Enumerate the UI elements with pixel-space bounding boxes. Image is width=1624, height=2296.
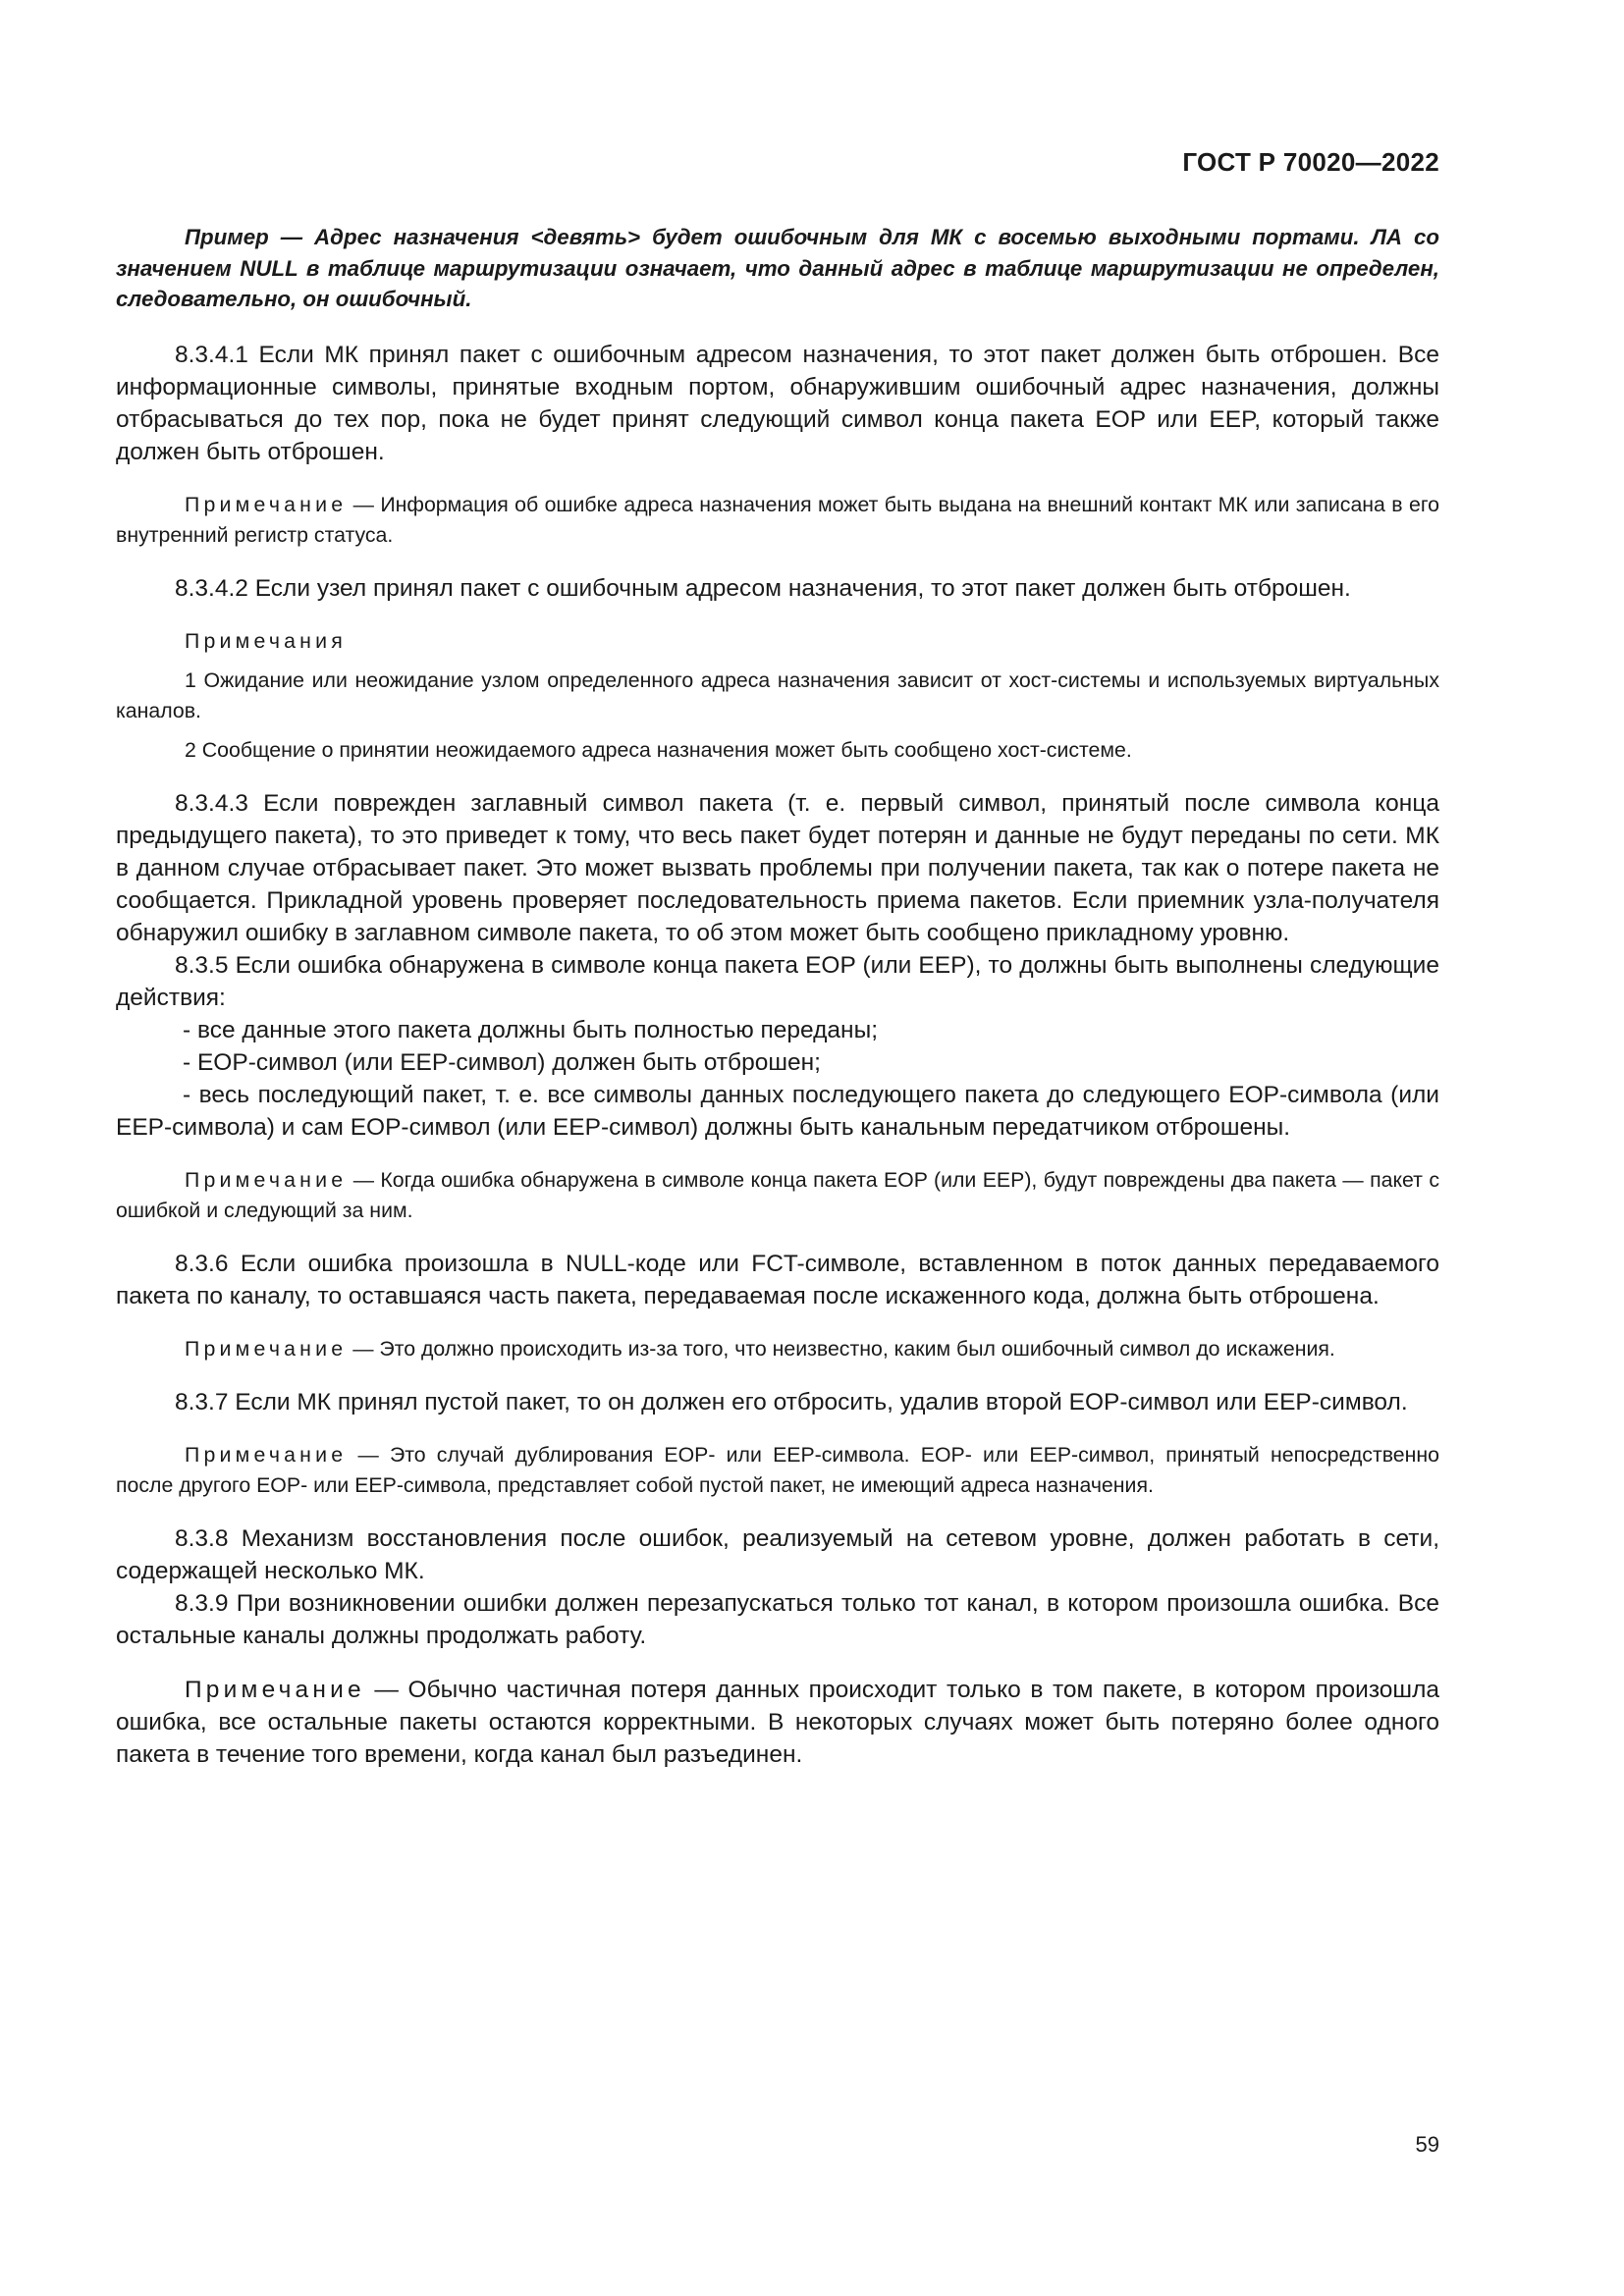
clause-8-3-5-item-2: - EOP-символ (или EEP-символ) должен быть отброшен;	[183, 1048, 821, 1076]
note-label: Примечание	[185, 492, 348, 516]
note-label: Примечание	[185, 1336, 348, 1361]
clause-8-3-7: 8.3.7 Если МК принял пустой пакет, то он должен его отбросить, удалив второй EOP-символ или EEP-символ.	[175, 1388, 1408, 1415]
note-text: — Когда ошибка обнаружена в символе конца пакета EOP (или EEP), будут повреждены два пакета — пакет с ошибкой и следующий за ним.	[116, 1167, 1439, 1222]
note-text: — Обычно частичная потеря данных происходит только в том пакете, в котором произошла ошибка, все остальные пакеты остаются корректными. В некоторых случаях может быть потеряно более одного пакета в течение того времени, когда канал был разъединен.	[116, 1676, 1439, 1768]
note-8-3-9	[116, 1674, 1439, 1771]
clause-8-3-5-item-1: - все данные этого пакета должны быть полностью переданы;	[183, 1016, 878, 1043]
note-text: — Это случай дублирования EOP- или EEP-символа. EOP- или EEP-символ, принятый непосредственно после другого EOP- или EEP-символа, представляет собой пустой пакет, не имеющий адреса назначения.	[116, 1442, 1439, 1497]
note-8-3-7	[116, 1440, 1439, 1501]
note-8-3-5	[116, 1165, 1439, 1226]
note-8-3-6	[116, 1334, 1439, 1364]
notes-label: Примечания	[185, 628, 347, 653]
example-paragraph: Пример — Адрес назначения <девять> будет ошибочным для МК с восемью выходными портами. ЛА со значением NULL в таблице маршрутизации означает, что данный адрес в таблице маршрутизации не определен, следовательно, он ошибочный.	[116, 225, 1439, 311]
note-text: — Информация об ошибке адреса назначения может быть выдана на внешний контакт МК или записана в его внутренний регистр статуса.	[116, 492, 1439, 547]
clause-8-3-4-1: 8.3.4.1 Если МК принял пакет с ошибочным адресом назначения, то этот пакет должен быть отброшен. Все информационные символы, принятые входным портом, обнаружившим ошибочный адрес назначения, должны отбрасываться до тех пор, пока не будет принят следующий символ конца пакета EOP или EEP, который также должен быть отброшен.	[116, 341, 1439, 465]
notes-heading	[116, 626, 1439, 657]
clause-8-3-4-2: 8.3.4.2 Если узел принял пакет с ошибочным адресом назначения, то этот пакет должен быть отброшен.	[175, 574, 1351, 602]
clause-8-3-8: 8.3.8 Механизм восстановления после ошибок, реализуемый на сетевом уровне, должен работать в сети, содержащей несколько МК.	[116, 1524, 1439, 1584]
note-8-3-4-1	[116, 490, 1439, 551]
note-label: Примечание	[185, 1167, 348, 1192]
note-label: Примечание	[185, 1676, 365, 1703]
notes-item-2: 2 Сообщение о принятии неожидаемого адреса назначения может быть сообщено хост-системе.	[185, 737, 1132, 762]
clause-8-3-9: 8.3.9 При возникновении ошибки должен перезапускаться только тот канал, в котором произошла ошибка. Все остальные каналы должны продолжать работу.	[116, 1589, 1439, 1649]
note-text: — Это должно происходить из-за того, что неизвестно, каким был ошибочный символ до искажения.	[347, 1336, 1335, 1361]
note-label: Примечание	[185, 1442, 348, 1467]
clause-8-3-5-item-3: - весь последующий пакет, т. е. все символы данных последующего пакета до следующего EOP-символа (или EEP-символа) и сам EOP-символ (или EEP-символ) должны быть канальным передатчиком отброшены.	[116, 1081, 1439, 1141]
clause-8-3-4-3: 8.3.4.3 Если поврежден заглавный символ пакета (т. е. первый символ, принятый после символа конца предыдущего пакета), то это приведет к тому, что весь пакет будет потерян и данные не будут переданы по сети. МК в данном случае отбрасывает пакет. Это может вызвать проблемы при получении пакета, так как о потере пакета не сообщается. Прикладной уровень проверяет последовательность приема пакетов. Если приемник узла-получателя обнаружил ошибку в заглавном символе пакета, то об этом может быть сообщено прикладному уровню.	[116, 789, 1439, 946]
clause-8-3-5: 8.3.5 Если ошибка обнаружена в символе конца пакета EOP (или EEP), то должны быть выполнены следующие действия:	[116, 951, 1439, 1011]
notes-item-1: 1 Ожидание или неожидание узлом определенного адреса назначения зависит от хост-системы и используемых виртуальных каналов.	[116, 667, 1439, 722]
page-number: 59	[1415, 2132, 1439, 2157]
standard-designation: ГОСТ Р 70020—2022	[1182, 147, 1439, 177]
clause-8-3-6: 8.3.6 Если ошибка произошла в NULL-коде или FCT-символе, вставленном в поток данных передаваемого пакета по каналу, то оставшаяся часть пакета, передаваемая после искаженного кода, должна быть отброшена.	[116, 1250, 1439, 1309]
page-body	[116, 222, 1439, 1771]
